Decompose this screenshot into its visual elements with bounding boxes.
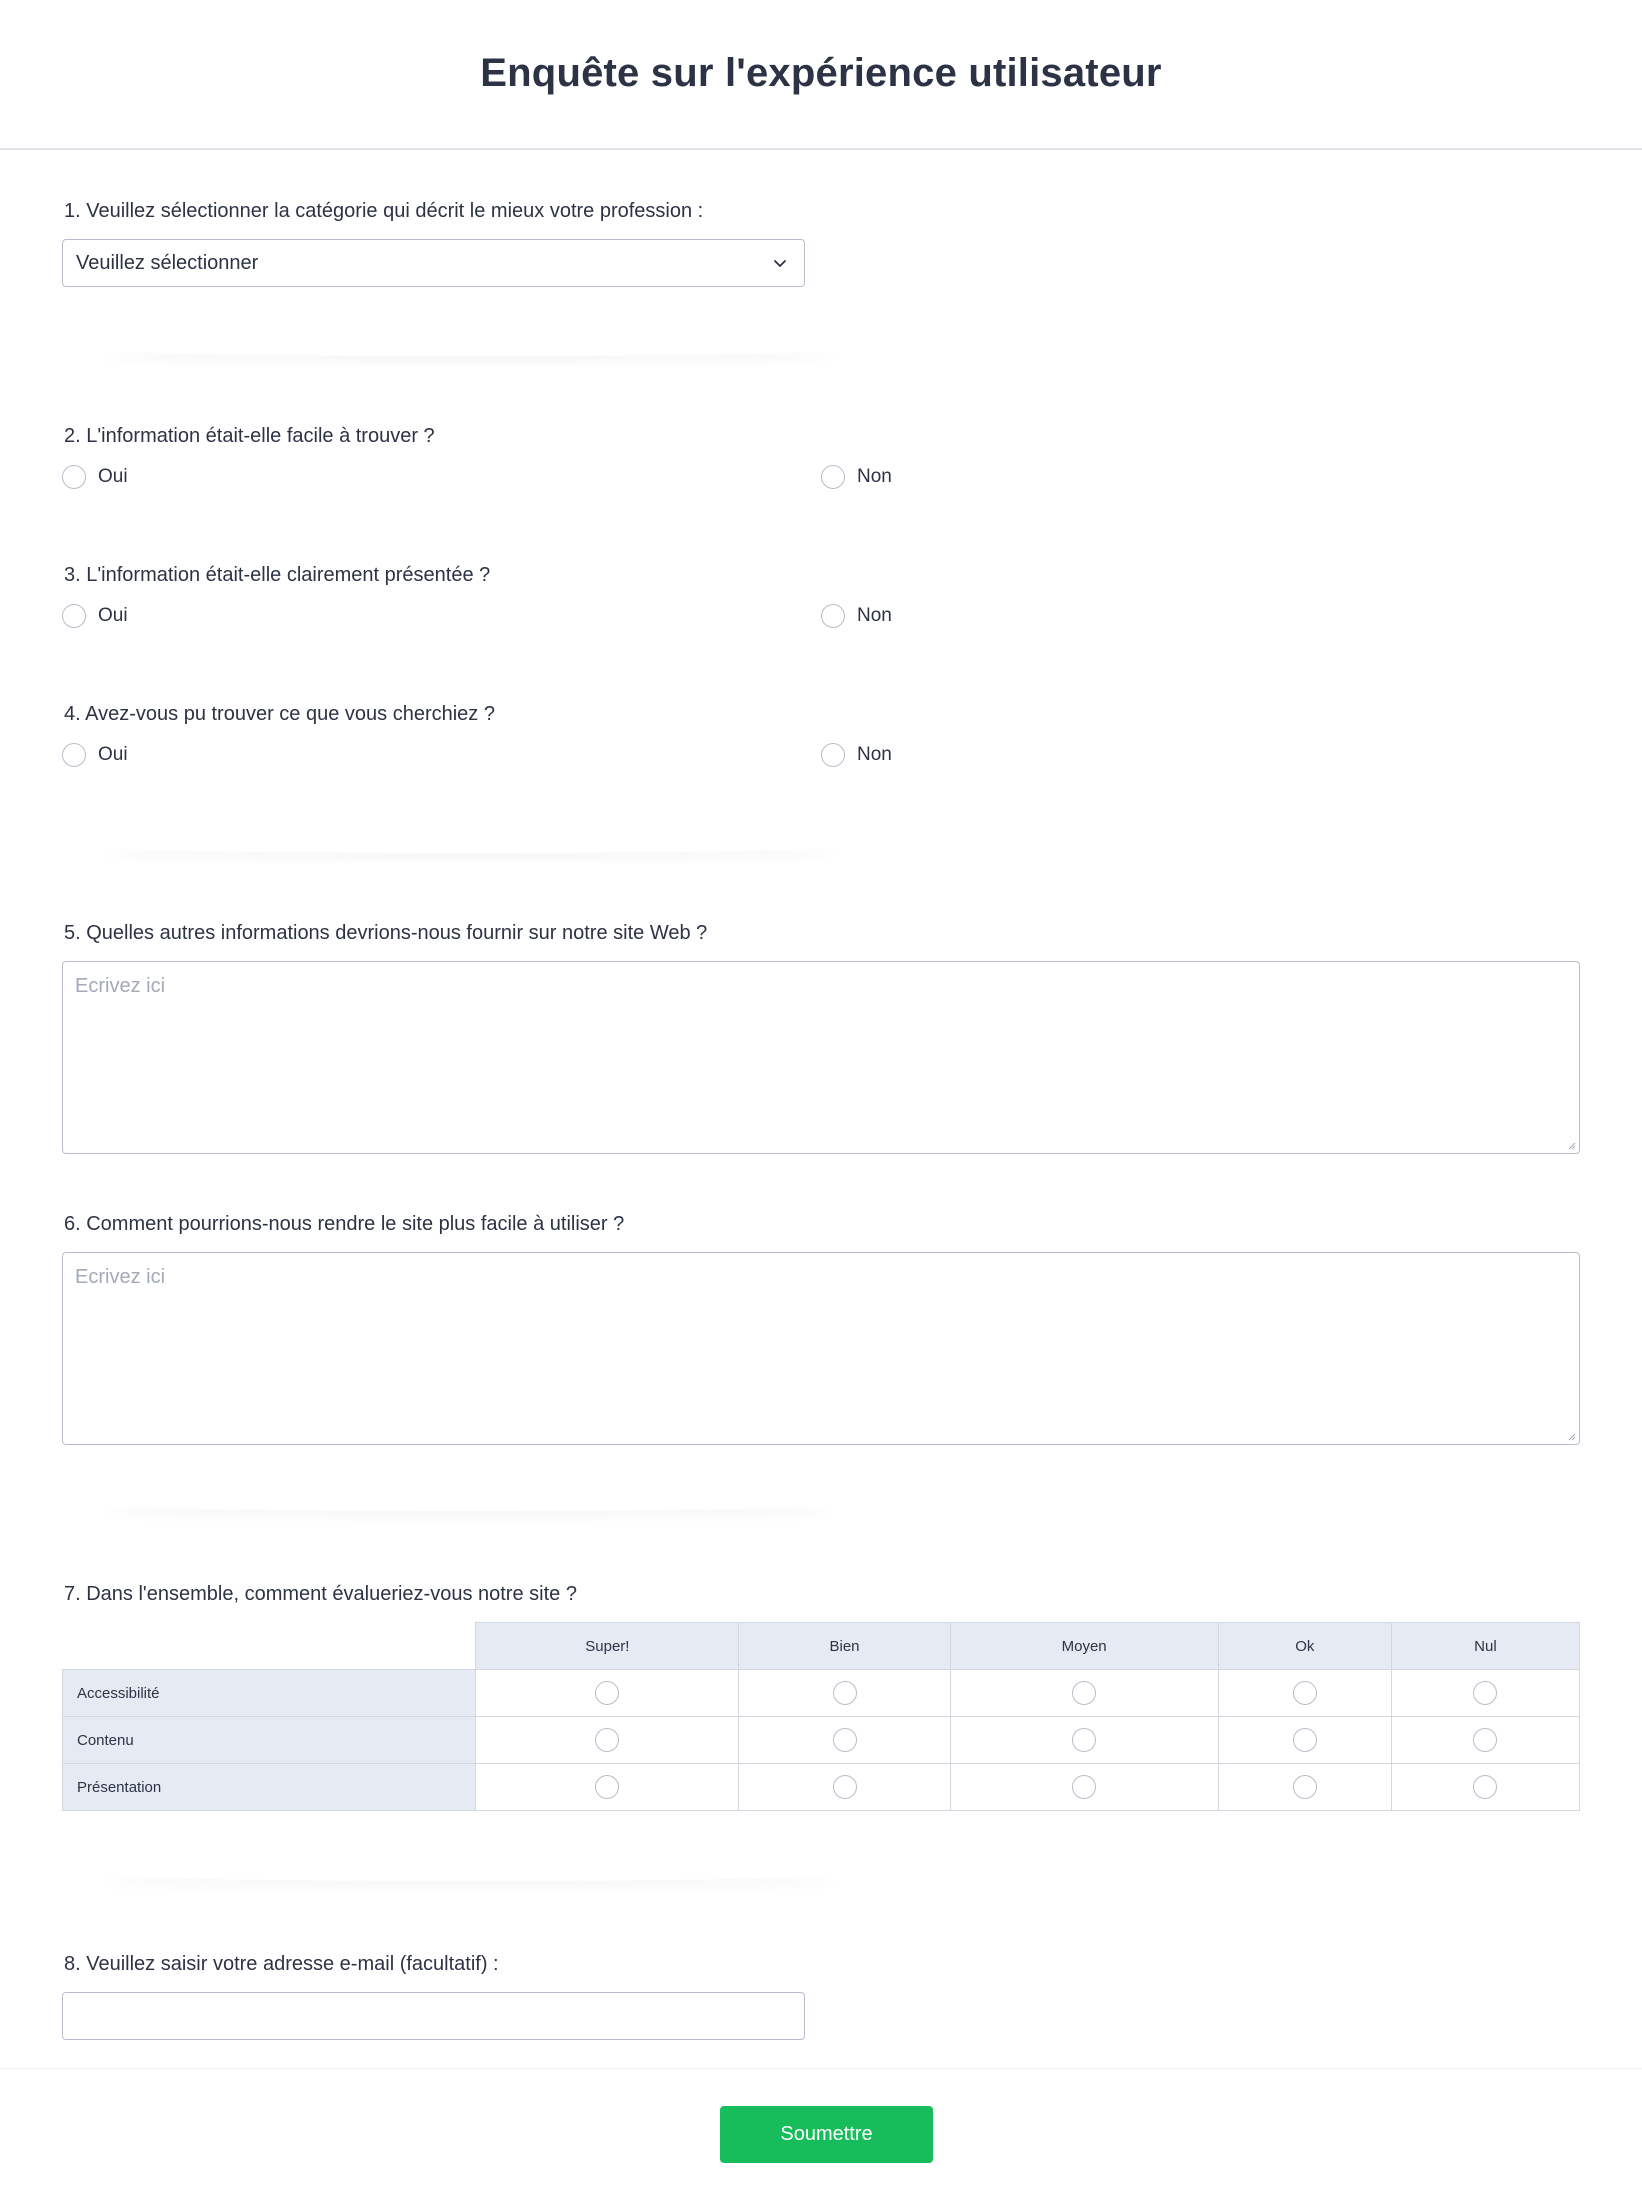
q3-option-non-label: Non (857, 605, 892, 626)
q2-option-oui-label: Oui (98, 466, 128, 487)
matrix-radio[interactable] (833, 1681, 857, 1705)
matrix-radio[interactable] (1293, 1775, 1317, 1799)
resize-grip-icon[interactable] (1566, 1140, 1576, 1150)
chevron-down-icon (770, 253, 790, 273)
form-title: Enquête sur l'expérience utilisateur (480, 50, 1162, 95)
q2-label: 2. L'information était-elle facile à trouver ? (64, 425, 435, 447)
matrix-cell[interactable] (950, 1670, 1218, 1717)
email-field[interactable] (62, 1992, 805, 2040)
matrix-header-row (63, 1623, 1580, 1670)
matrix-radio[interactable] (1293, 1728, 1317, 1752)
matrix-col-moyen: Moyen (950, 1623, 1218, 1670)
q2-option-non-label: Non (857, 466, 892, 487)
matrix-cell[interactable] (739, 1764, 950, 1811)
q3-option-non[interactable] (821, 604, 892, 628)
q3-radio-non[interactable] (821, 604, 845, 628)
matrix-row-label: Contenu (63, 1717, 476, 1764)
matrix-radio[interactable] (1473, 1775, 1497, 1799)
matrix-row-label: Accessibilité (63, 1670, 476, 1717)
matrix-cell[interactable] (1391, 1670, 1579, 1717)
profession-select-value: Veuillez sélectionner (76, 251, 259, 274)
q2-option-oui[interactable] (62, 465, 128, 489)
q5-placeholder: Ecrivez ici (75, 975, 166, 997)
matrix-cell[interactable] (739, 1717, 950, 1764)
matrix-radio[interactable] (595, 1775, 619, 1799)
matrix-cell[interactable] (1218, 1670, 1391, 1717)
matrix-radio[interactable] (1072, 1681, 1096, 1705)
matrix-cell[interactable] (476, 1717, 739, 1764)
matrix-col-ok: Ok (1218, 1623, 1391, 1670)
q4-option-non[interactable] (821, 743, 892, 767)
matrix-col-super: Super! (476, 1623, 739, 1670)
q7-label: 7. Dans l'ensemble, comment évalueriez-vous notre site ? (64, 1583, 577, 1605)
matrix-col-bien: Bien (739, 1623, 950, 1670)
section-divider (100, 1497, 840, 1511)
matrix-cell[interactable] (1218, 1717, 1391, 1764)
matrix-radio[interactable] (1293, 1681, 1317, 1705)
matrix-row-contenu (63, 1717, 1580, 1764)
q3-label: 3. L'information était-elle clairement présentée ? (64, 564, 491, 586)
matrix-radio[interactable] (1473, 1681, 1497, 1705)
profession-select[interactable] (62, 239, 805, 287)
q2-radio-oui[interactable] (62, 465, 86, 489)
q5-textarea[interactable] (62, 961, 1580, 1154)
q6-label: 6. Comment pourrions-nous rendre le site plus facile à utiliser ? (64, 1213, 625, 1235)
matrix-cell[interactable] (1218, 1764, 1391, 1811)
matrix-cell[interactable] (476, 1670, 739, 1717)
matrix-cell[interactable] (739, 1670, 950, 1717)
matrix-cell[interactable] (1391, 1764, 1579, 1811)
q1-label: 1. Veuillez sélectionner la catégorie qui décrit le mieux votre profession : (64, 200, 704, 222)
matrix-radio[interactable] (833, 1775, 857, 1799)
section-divider (100, 1867, 840, 1881)
q3-option-oui-label: Oui (98, 605, 128, 626)
matrix-cell[interactable] (950, 1717, 1218, 1764)
q8-label: 8. Veuillez saisir votre adresse e-mail (facultatif) : (64, 1953, 499, 1975)
matrix-cell[interactable] (1391, 1717, 1579, 1764)
q4-label: 4. Avez-vous pu trouver ce que vous cherchiez ? (64, 703, 495, 725)
q4-option-non-label: Non (857, 744, 892, 765)
matrix-cell[interactable] (950, 1764, 1218, 1811)
matrix-radio[interactable] (595, 1681, 619, 1705)
matrix-radio[interactable] (1473, 1728, 1497, 1752)
matrix-col-nul: Nul (1391, 1623, 1579, 1670)
form-header (0, 0, 1642, 150)
q6-placeholder: Ecrivez ici (75, 1266, 166, 1288)
q3-radio-oui[interactable] (62, 604, 86, 628)
section-divider (100, 839, 840, 853)
rating-matrix (62, 1622, 1580, 1811)
section-divider (100, 342, 840, 356)
submit-button[interactable]: Soumettre (720, 2106, 933, 2163)
q3-option-oui[interactable] (62, 604, 128, 628)
q4-option-oui[interactable] (62, 743, 128, 767)
matrix-radio[interactable] (1072, 1728, 1096, 1752)
q4-option-oui-label: Oui (98, 744, 128, 765)
matrix-row-presentation (63, 1764, 1580, 1811)
q6-textarea[interactable] (62, 1252, 1580, 1445)
matrix-radio[interactable] (833, 1728, 857, 1752)
q4-radio-oui[interactable] (62, 743, 86, 767)
matrix-radio[interactable] (1072, 1775, 1096, 1799)
q2-option-non[interactable] (821, 465, 892, 489)
q5-label: 5. Quelles autres informations devrions-nous fournir sur notre site Web ? (64, 922, 708, 944)
resize-grip-icon[interactable] (1566, 1431, 1576, 1441)
matrix-radio[interactable] (595, 1728, 619, 1752)
q2-radio-non[interactable] (821, 465, 845, 489)
matrix-row-label: Présentation (63, 1764, 476, 1811)
matrix-row-accessibilite (63, 1670, 1580, 1717)
matrix-cell[interactable] (476, 1764, 739, 1811)
q4-radio-non[interactable] (821, 743, 845, 767)
matrix-corner (63, 1623, 476, 1670)
